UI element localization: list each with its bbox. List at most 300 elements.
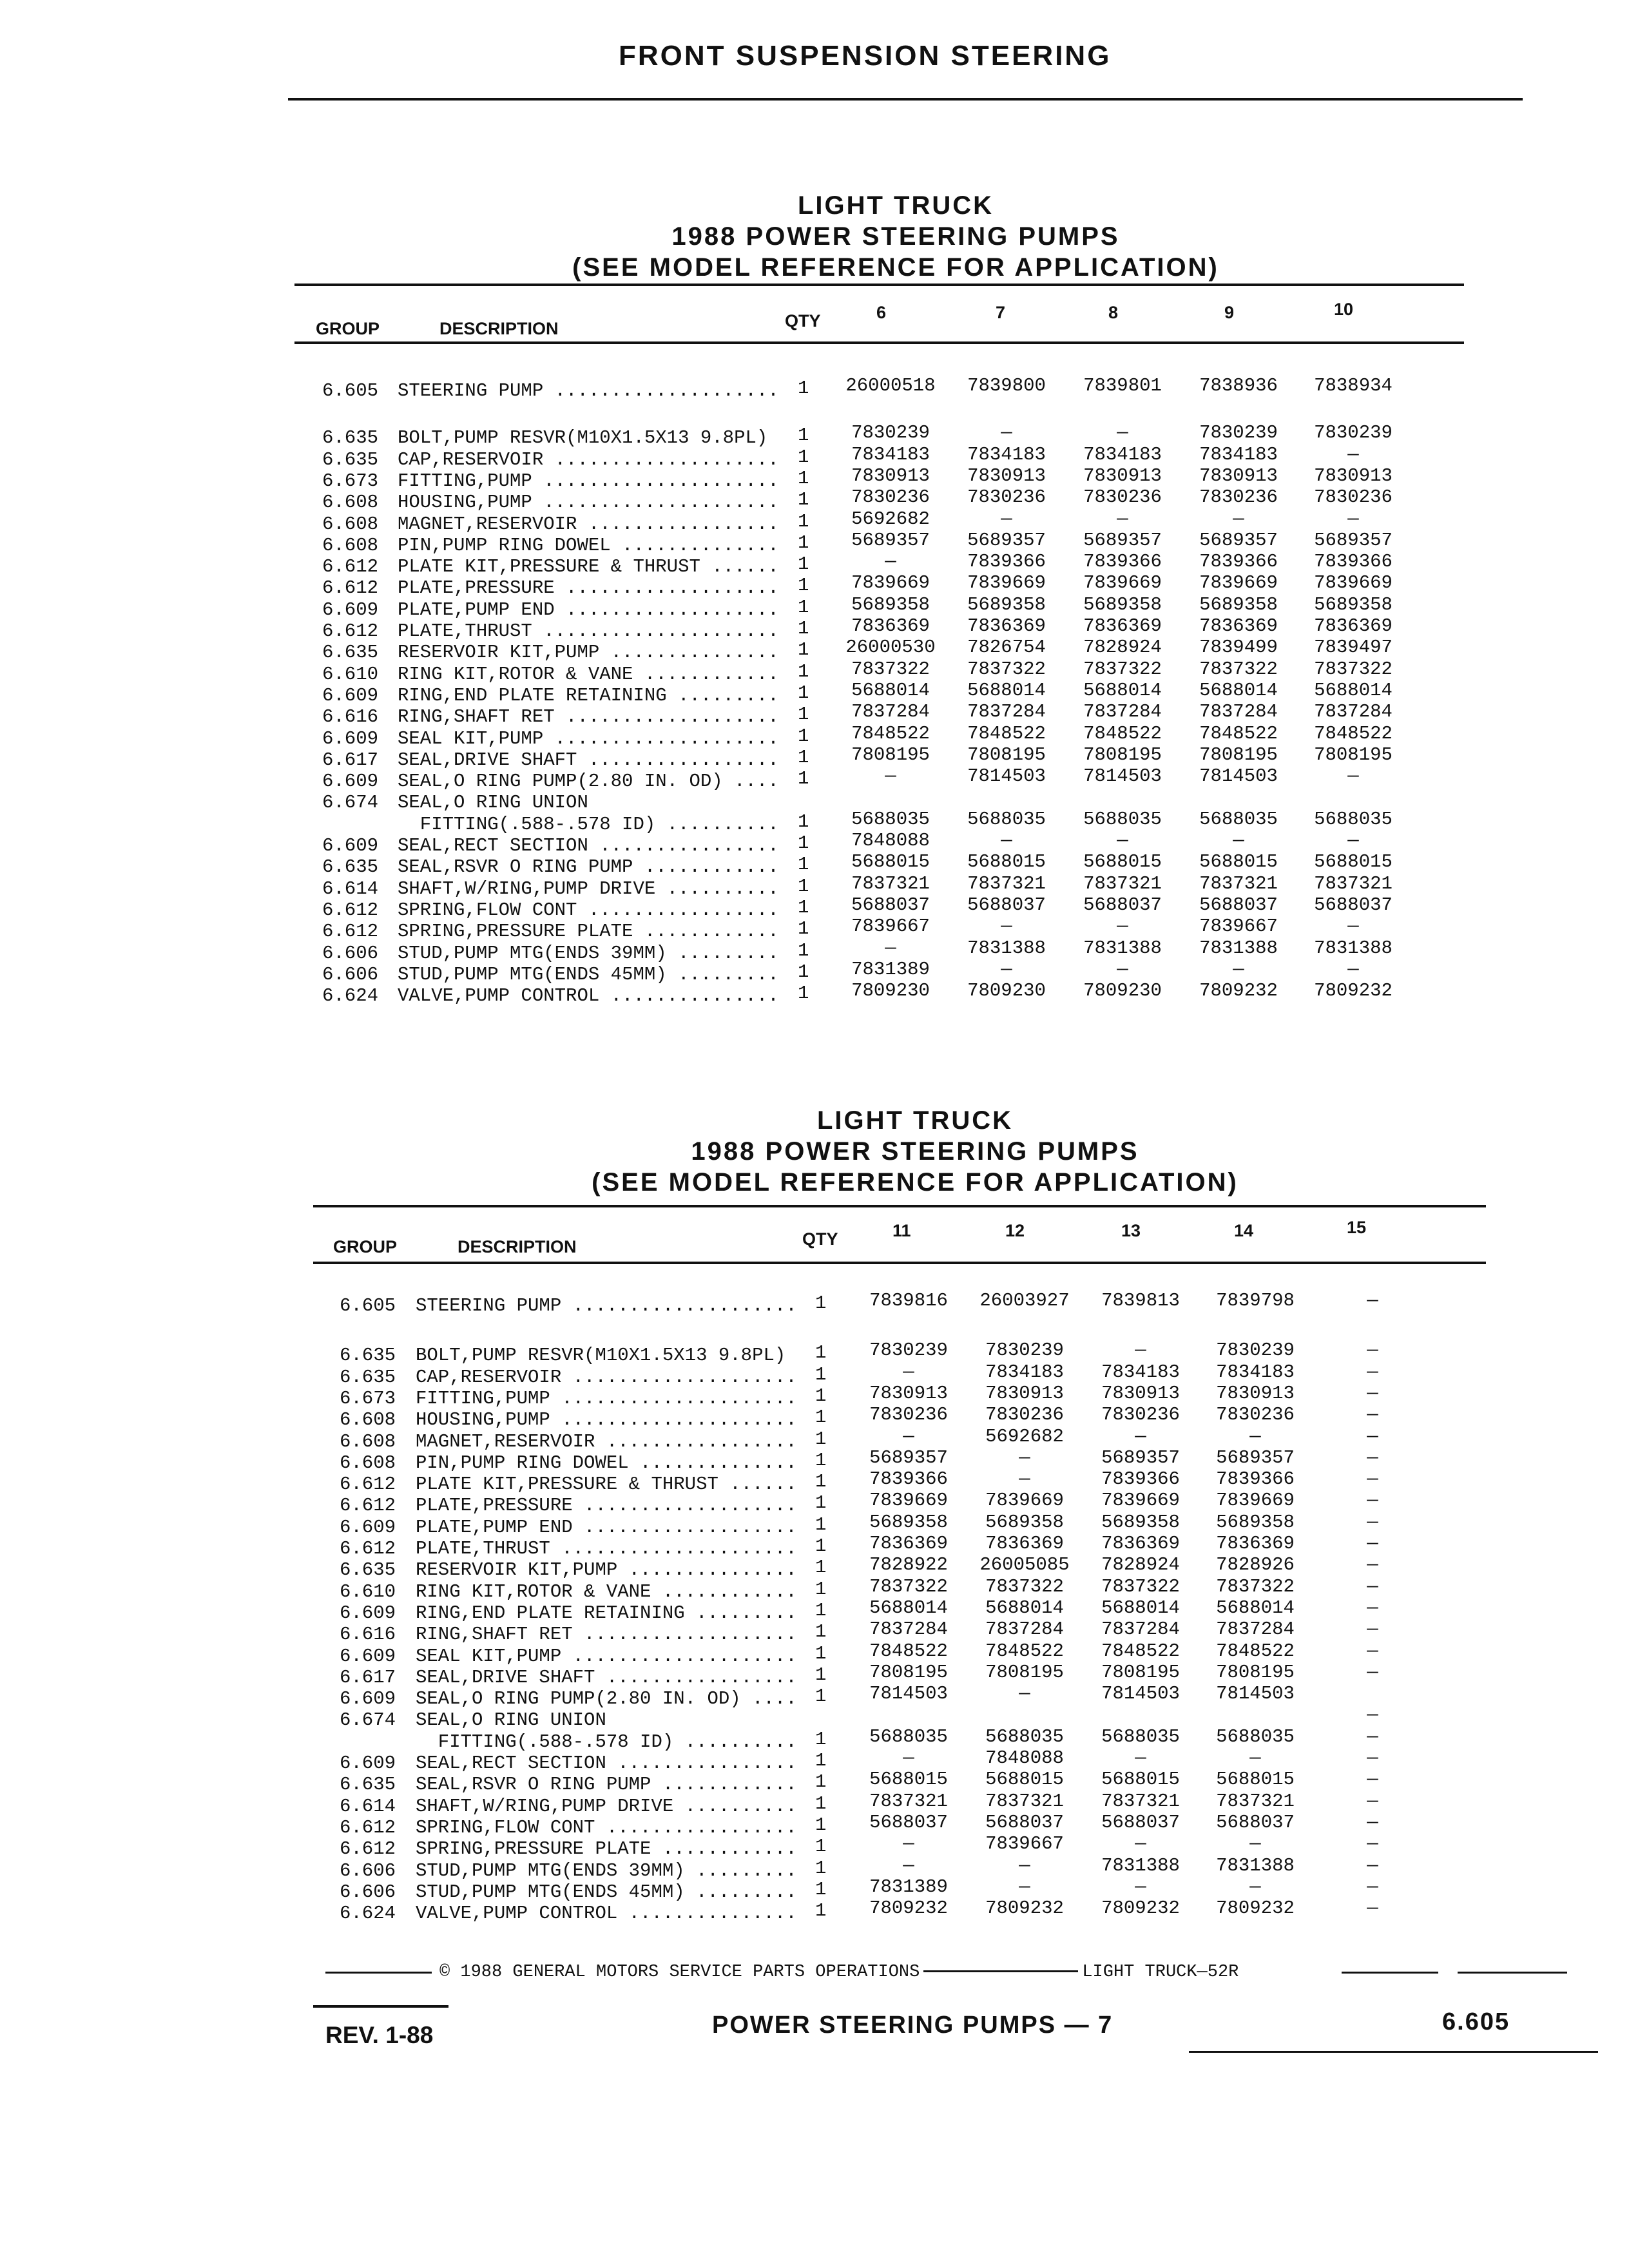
part-number-cell: 7848088 [985, 1747, 1064, 1769]
part-number-cell: 7839800 [967, 375, 1046, 396]
part-number-cell: 7839798 [1216, 1290, 1295, 1311]
row-quantity: 1 [815, 1771, 827, 1793]
column-header-model: 9 [1224, 303, 1235, 322]
row-quantity: 1 [815, 1792, 827, 1814]
row-description: STUD,PUMP MTG(ENDS 39MM) ......... [398, 942, 779, 964]
row-group-code: 6.612 [340, 1816, 396, 1838]
part-number-cell: 5689358 [985, 1511, 1064, 1533]
part-number-cell: 5688035 [851, 808, 930, 830]
part-number-cell: 5689357 [967, 529, 1046, 551]
part-number-cell: 5688015 [1083, 851, 1162, 873]
part-number-cell: 7830236 [1314, 486, 1393, 508]
row-quantity: 1 [798, 875, 809, 897]
row-description: PIN,PUMP RING DOWEL .............. [398, 534, 779, 556]
part-number-cell: 5688037 [1314, 894, 1393, 916]
part-number-cell: — [1347, 765, 1359, 787]
part-number-cell: 7828926 [1216, 1554, 1295, 1576]
footer-rule-left [325, 1972, 432, 1974]
part-number-cell: 7837321 [1083, 872, 1162, 894]
part-number-cell: 7839669 [1314, 572, 1393, 594]
part-number-cell: — [1367, 1769, 1378, 1791]
row-description: SEAL,DRIVE SHAFT ................. [398, 749, 779, 771]
row-description: RING,SHAFT RET ................... [398, 706, 779, 728]
row-quantity: 1 [798, 704, 809, 726]
row-quantity: 1 [815, 1428, 827, 1450]
row-description: RING KIT,ROTOR & VANE ............ [398, 663, 779, 685]
row-group-code: 6.612 [340, 1495, 396, 1517]
row-group-code: 6.612 [340, 1838, 396, 1860]
row-quantity: 1 [798, 939, 809, 961]
part-number-cell: 7837321 [1199, 872, 1278, 894]
row-group-code: 6.606 [322, 942, 379, 964]
part-number-cell: 7834183 [1199, 443, 1278, 465]
part-number-cell: — [885, 765, 896, 787]
part-number-cell: — [1367, 1619, 1378, 1640]
part-number-cell: — [1367, 1833, 1378, 1855]
row-description: SPRING,FLOW CONT ................. [416, 1816, 797, 1838]
part-number-cell: — [1117, 958, 1128, 980]
part-number-cell: 5689358 [1199, 593, 1278, 615]
part-number-cell: 7828922 [869, 1554, 948, 1576]
part-number-cell: 7837284 [985, 1619, 1064, 1640]
part-number-cell: — [1367, 1661, 1378, 1683]
row-quantity: 1 [798, 918, 809, 940]
part-number-cell: 7837322 [1101, 1575, 1180, 1597]
row-description: VALVE,PUMP CONTROL ............... [416, 1903, 797, 1925]
part-number-cell: — [1367, 1854, 1378, 1876]
row-group-code: 6.609 [340, 1602, 396, 1624]
part-number-cell: 7814503 [1083, 765, 1162, 787]
column-header-model: 12 [1005, 1221, 1025, 1240]
row-group-code: 6.606 [340, 1881, 396, 1903]
row-group-code: 6.635 [322, 642, 379, 664]
part-number-cell: — [1347, 443, 1359, 465]
part-number-cell: — [1367, 1554, 1378, 1576]
part-number-cell: 7809232 [985, 1898, 1064, 1919]
part-number-cell: 7837321 [851, 872, 930, 894]
part-number-cell: 7834183 [985, 1361, 1064, 1383]
row-description: CAP,RESERVOIR .................... [416, 1366, 797, 1388]
part-number-cell: 7836369 [967, 615, 1046, 637]
part-number-cell: 5688037 [1083, 894, 1162, 916]
row-group-code: 6.608 [322, 492, 379, 514]
part-number-cell: — [1367, 1468, 1378, 1490]
row-quantity: 1 [815, 1750, 827, 1771]
part-number-cell: 7834183 [1083, 443, 1162, 465]
row-description: PLATE,PRESSURE ................... [398, 577, 779, 599]
part-number-cell: 7839366 [869, 1468, 948, 1490]
row-quantity: 1 [815, 1836, 827, 1858]
row-group-code: 6.608 [322, 534, 379, 556]
part-number-cell: 7837284 [1101, 1619, 1180, 1640]
footer-group-code: 6.605 [1442, 2008, 1510, 2035]
part-number-cell: — [1347, 916, 1359, 937]
part-number-cell: 5688035 [967, 808, 1046, 830]
part-number-cell: 7831388 [967, 937, 1046, 959]
part-number-cell: 7809232 [1199, 980, 1278, 1002]
part-number-cell: — [1367, 1446, 1378, 1468]
part-number-cell: 5689357 [851, 529, 930, 551]
part-number-cell: 7809230 [967, 980, 1046, 1002]
part-number-cell: 7837322 [851, 658, 930, 680]
part-number-cell: 7837322 [967, 658, 1046, 680]
footer-copyright [439, 1963, 1239, 1982]
row-description: RESERVOIR KIT,PUMP ............... [398, 642, 779, 664]
row-quantity: 1 [815, 1664, 827, 1686]
row-group-code: 6.616 [340, 1624, 396, 1646]
part-number-cell: 7830913 [985, 1382, 1064, 1404]
part-number-cell: 7830913 [869, 1382, 948, 1404]
part-number-cell: 7830236 [1083, 486, 1162, 508]
row-quantity: 1 [815, 1814, 827, 1836]
part-number-cell: 7834183 [967, 443, 1046, 465]
part-number-cell: 7809232 [1314, 980, 1393, 1002]
row-group-code: 6.609 [340, 1753, 396, 1774]
part-number-cell: 5688015 [985, 1769, 1064, 1791]
part-number-cell: 7814503 [1199, 765, 1278, 787]
row-group-code: 6.624 [322, 985, 379, 1007]
part-number-cell: 7836369 [851, 615, 930, 637]
section-code: LIGHT TRUCK—52R [1082, 1963, 1239, 1982]
part-number-cell: — [1367, 1640, 1378, 1662]
row-quantity: 1 [815, 1557, 827, 1579]
row-description: SEAL KIT,PUMP .................... [416, 1645, 797, 1667]
part-number-cell: — [1367, 1898, 1378, 1919]
row-quantity: 1 [815, 1900, 827, 1922]
row-description: SEAL,RECT SECTION ................ [398, 835, 779, 856]
part-number-cell: — [1001, 958, 1012, 980]
part-number-cell: 5689357 [1314, 529, 1393, 551]
part-number-cell: 7834183 [851, 443, 930, 465]
part-number-cell: 5689357 [869, 1446, 948, 1468]
part-number-cell: 26003927 [979, 1290, 1070, 1311]
part-number-cell: 7830913 [1101, 1382, 1180, 1404]
part-number-cell: 7848522 [1216, 1640, 1295, 1662]
part-number-cell: 7830913 [851, 465, 930, 486]
part-number-cell: 7838934 [1314, 375, 1393, 396]
part-number-cell: 7836369 [1216, 1533, 1295, 1554]
row-group-code: 6.617 [340, 1666, 396, 1688]
row-description: FITTING(.588-.578 ID) .......... [416, 1731, 797, 1753]
row-description: BOLT,PUMP RESVR(M10X1.5X13 9.8PL) [398, 427, 768, 449]
row-group-code: 6.614 [322, 878, 379, 899]
part-number-cell: 5688035 [1314, 808, 1393, 830]
part-number-cell: — [1367, 1340, 1378, 1361]
part-number-cell: — [1019, 1446, 1030, 1468]
part-number-cell: 7809232 [1216, 1898, 1295, 1919]
part-number-cell: 5689357 [1101, 1446, 1180, 1468]
part-number-cell: 7834183 [1216, 1361, 1295, 1383]
row-quantity: 1 [798, 983, 809, 1004]
part-number-cell: — [1135, 1340, 1146, 1361]
part-number-cell: 7837321 [869, 1790, 948, 1812]
part-number-cell: 7830236 [985, 1404, 1064, 1426]
row-quantity: 1 [815, 1342, 827, 1364]
part-number-cell: 7809232 [1101, 1898, 1180, 1919]
table-title [541, 190, 1250, 283]
part-number-cell: 7839366 [1216, 1468, 1295, 1490]
part-number-cell: 5688035 [985, 1725, 1064, 1747]
part-number-cell: 7839669 [1101, 1490, 1180, 1512]
part-number-cell: — [885, 551, 896, 573]
row-group-code: 6.605 [322, 380, 379, 401]
part-number-cell: 7837322 [1314, 658, 1393, 680]
part-number-cell: 7837284 [1199, 701, 1278, 723]
row-quantity: 1 [815, 1686, 827, 1707]
row-description: SEAL,O RING PUMP(2.80 IN. OD) .... [416, 1688, 797, 1710]
table-header-rule [294, 341, 1464, 344]
part-number-cell: 5689358 [967, 593, 1046, 615]
part-number-cell: 7837322 [869, 1575, 948, 1597]
row-quantity: 1 [798, 660, 809, 682]
part-number-cell: 7839669 [1083, 572, 1162, 594]
table-top-rule [313, 1205, 1486, 1207]
part-number-cell: 7839366 [967, 551, 1046, 573]
part-number-cell: — [1019, 1468, 1030, 1490]
part-number-cell: 5692682 [985, 1425, 1064, 1447]
row-group-code: 6.608 [340, 1452, 396, 1474]
part-number-cell: 7839669 [1216, 1490, 1295, 1512]
part-number-cell: — [1001, 830, 1012, 851]
row-group-code: 6.673 [340, 1387, 396, 1409]
row-quantity: 1 [798, 639, 809, 661]
part-number-cell: — [1001, 422, 1012, 444]
column-header-group: GROUP [333, 1237, 398, 1256]
part-number-cell: 7836369 [869, 1533, 948, 1554]
part-number-cell: 7839667 [851, 916, 930, 937]
row-quantity: 1 [798, 467, 809, 489]
part-number-cell: 5689357 [1083, 529, 1162, 551]
part-number-cell: 7830236 [1199, 486, 1278, 508]
page-title: FRONT SUSPENSION STEERING [619, 40, 1112, 72]
row-quantity: 1 [815, 1363, 827, 1385]
part-number-cell: 5688037 [1199, 894, 1278, 916]
part-number-cell: 7808195 [869, 1661, 948, 1683]
part-number-cell: 7839366 [1101, 1468, 1180, 1490]
part-number-cell: 7837284 [1216, 1619, 1295, 1640]
column-header-model: 6 [876, 303, 887, 322]
row-quantity: 1 [798, 553, 809, 575]
column-header-model: 7 [996, 303, 1006, 322]
part-number-cell: 5688015 [851, 851, 930, 873]
part-number-cell: — [1347, 958, 1359, 980]
row-group-code: 6.610 [340, 1581, 396, 1602]
part-number-cell: 7836369 [1199, 615, 1278, 637]
row-group-code: 6.612 [322, 620, 379, 642]
part-number-cell: 7808195 [851, 744, 930, 765]
row-quantity: 1 [815, 1514, 827, 1535]
table-header-rule [313, 1262, 1486, 1264]
row-group-code: 6.610 [322, 663, 379, 685]
part-number-cell: 7814503 [1101, 1683, 1180, 1705]
part-number-cell: 7831388 [1199, 937, 1278, 959]
column-header-model: 8 [1108, 303, 1119, 322]
table-title-line: LIGHT TRUCK [816, 1106, 1014, 1135]
part-number-cell: — [1249, 1425, 1261, 1447]
row-quantity: 1 [798, 746, 809, 768]
part-number-cell: 7848088 [851, 830, 930, 851]
row-description: SEAL,RECT SECTION ................ [416, 1753, 797, 1774]
row-group-code: 6.608 [340, 1430, 396, 1452]
row-description: RING KIT,ROTOR & VANE ............ [416, 1581, 797, 1602]
row-description: FITTING,PUMP ..................... [398, 470, 779, 492]
row-group-code: 6.635 [340, 1345, 396, 1367]
part-number-cell: 7814503 [869, 1683, 948, 1705]
part-number-cell: 7837321 [985, 1790, 1064, 1812]
row-quantity: 1 [815, 1471, 827, 1493]
part-number-cell: 7830236 [1216, 1404, 1295, 1426]
part-number-cell: 5688014 [1199, 679, 1278, 701]
row-description: SHAFT,W/RING,PUMP DRIVE .......... [416, 1795, 797, 1817]
row-quantity: 1 [815, 1385, 827, 1407]
column-header-qty: QTY [785, 311, 821, 331]
part-number-cell: 7830913 [1216, 1382, 1295, 1404]
row-group-code: 6.624 [340, 1903, 396, 1925]
row-quantity: 1 [815, 1535, 827, 1557]
part-number-cell: 5688014 [1314, 679, 1393, 701]
part-number-cell: — [1367, 1876, 1378, 1898]
row-quantity: 1 [798, 768, 809, 790]
row-group-code: 6.609 [340, 1516, 396, 1538]
row-quantity: 1 [815, 1492, 827, 1514]
row-description: PLATE KIT,PRESSURE & THRUST ...... [398, 556, 779, 578]
part-number-cell: 7837284 [1314, 701, 1393, 723]
part-number-cell: 5688037 [851, 894, 930, 916]
row-group-code: 6.609 [340, 1688, 396, 1710]
part-number-cell: 7828924 [1101, 1554, 1180, 1576]
part-number-cell: — [903, 1425, 914, 1447]
part-number-cell: 7839497 [1314, 637, 1393, 658]
part-number-cell: 7837322 [1199, 658, 1278, 680]
part-number-cell: 7814503 [1216, 1683, 1295, 1705]
row-description: RING,SHAFT RET ................... [416, 1624, 797, 1646]
part-number-cell: — [885, 937, 896, 959]
row-quantity: 1 [798, 618, 809, 639]
column-header-group: GROUP [316, 319, 380, 338]
row-quantity: 1 [815, 1642, 827, 1664]
row-group-code: 6.612 [322, 556, 379, 578]
table-title [561, 1105, 1269, 1198]
part-number-cell: 7848522 [967, 722, 1046, 744]
part-number-cell: 5689358 [1216, 1511, 1295, 1533]
part-number-cell: — [903, 1747, 914, 1769]
table-top-rule [294, 284, 1464, 286]
table-title-line: (SEE MODEL REFERENCE FOR APPLICATION) [592, 1168, 1239, 1196]
part-number-cell: 7839667 [1199, 916, 1278, 937]
part-number-cell: 7839669 [1199, 572, 1278, 594]
footer-rule-mid [1342, 1972, 1438, 1974]
part-number-cell: 5689358 [1083, 593, 1162, 615]
row-description: CAP,RESERVOIR .................... [398, 448, 779, 470]
column-header-model: 14 [1234, 1221, 1254, 1240]
part-number-cell: 7839669 [851, 572, 930, 594]
part-number-cell: — [1019, 1854, 1030, 1876]
part-number-cell: 7839816 [869, 1290, 948, 1311]
row-description: STEERING PUMP .................... [416, 1295, 797, 1316]
part-number-cell: 7831389 [869, 1876, 948, 1898]
part-number-cell: 7808195 [985, 1661, 1064, 1683]
row-group-code: 6.609 [322, 771, 379, 793]
row-group-code: 6.616 [322, 706, 379, 728]
footer-rule-bottom [1189, 2051, 1598, 2053]
row-quantity: 1 [798, 489, 809, 511]
part-number-cell: — [903, 1854, 914, 1876]
part-number-cell: 5689358 [1314, 593, 1393, 615]
part-number-cell: 7839366 [1083, 551, 1162, 573]
part-number-cell: 5689357 [1199, 529, 1278, 551]
row-group-code: 6.608 [340, 1409, 396, 1431]
row-description: FITTING(.588-.578 ID) .......... [398, 813, 779, 835]
part-number-cell: 7808195 [1314, 744, 1393, 765]
row-description: SPRING,FLOW CONT ................. [398, 899, 779, 921]
row-group-code: 6.635 [340, 1366, 396, 1388]
column-header-model: 10 [1334, 300, 1354, 319]
part-number-cell: 7839366 [1314, 551, 1393, 573]
row-quantity: 1 [798, 811, 809, 832]
part-number-cell: 26000530 [845, 637, 936, 658]
row-description: SEAL,DRIVE SHAFT ................. [416, 1666, 797, 1688]
row-description: HOUSING,PUMP ..................... [398, 492, 779, 514]
column-header-model: 13 [1121, 1221, 1141, 1240]
row-description: PIN,PUMP RING DOWEL .............. [416, 1452, 797, 1474]
row-description: VALVE,PUMP CONTROL ............... [398, 985, 779, 1007]
row-description: SEAL,O RING UNION [416, 1709, 606, 1731]
part-number-cell: 5688035 [1083, 808, 1162, 830]
part-number-cell: — [1135, 1876, 1146, 1898]
row-group-code: 6.606 [322, 963, 379, 985]
row-quantity: 1 [798, 425, 809, 447]
part-number-cell: 7837322 [985, 1575, 1064, 1597]
row-group-code: 6.606 [340, 1860, 396, 1881]
row-description: PLATE,THRUST ..................... [398, 620, 779, 642]
part-number-cell: — [1367, 1290, 1378, 1311]
part-number-cell: 5688015 [1199, 851, 1278, 873]
part-number-cell: 7839669 [985, 1490, 1064, 1512]
column-header-model: 11 [892, 1221, 911, 1240]
part-number-cell: 7830239 [851, 422, 930, 444]
row-quantity: 1 [815, 1578, 827, 1600]
part-number-cell: 7830239 [985, 1340, 1064, 1361]
part-number-cell: — [1367, 1575, 1378, 1597]
row-group-code: 6.674 [322, 792, 379, 814]
footer-rule-right [1458, 1972, 1567, 1974]
part-number-cell: — [1367, 1425, 1378, 1447]
table-title-line: 1988 POWER STEERING PUMPS [691, 1137, 1139, 1166]
part-number-cell: 7838936 [1199, 375, 1278, 396]
part-number-cell: 7831388 [1314, 937, 1393, 959]
row-description: SEAL,O RING UNION [398, 792, 588, 814]
row-description: STUD,PUMP MTG(ENDS 39MM) ......... [416, 1860, 797, 1881]
part-number-cell: 7848522 [869, 1640, 948, 1662]
part-number-cell: — [1249, 1747, 1261, 1769]
row-group-code: 6.612 [322, 899, 379, 921]
part-number-cell: — [1367, 1511, 1378, 1533]
row-description: PLATE,THRUST ..................... [416, 1538, 797, 1559]
part-number-cell: 7830236 [869, 1404, 948, 1426]
part-number-cell: 5688014 [869, 1597, 948, 1619]
part-number-cell: 5688015 [869, 1769, 948, 1791]
part-number-cell: 5692682 [851, 508, 930, 530]
part-number-cell: 5688037 [985, 1811, 1064, 1833]
row-description: SEAL KIT,PUMP .................... [398, 727, 779, 749]
part-number-cell: 7839801 [1083, 375, 1162, 396]
part-number-cell: 5688014 [1083, 679, 1162, 701]
part-number-cell: — [1233, 958, 1244, 980]
row-group-code: 6.608 [322, 513, 379, 535]
row-quantity: 1 [815, 1449, 827, 1471]
part-number-cell: — [1367, 1533, 1378, 1554]
part-number-cell: — [1117, 916, 1128, 937]
